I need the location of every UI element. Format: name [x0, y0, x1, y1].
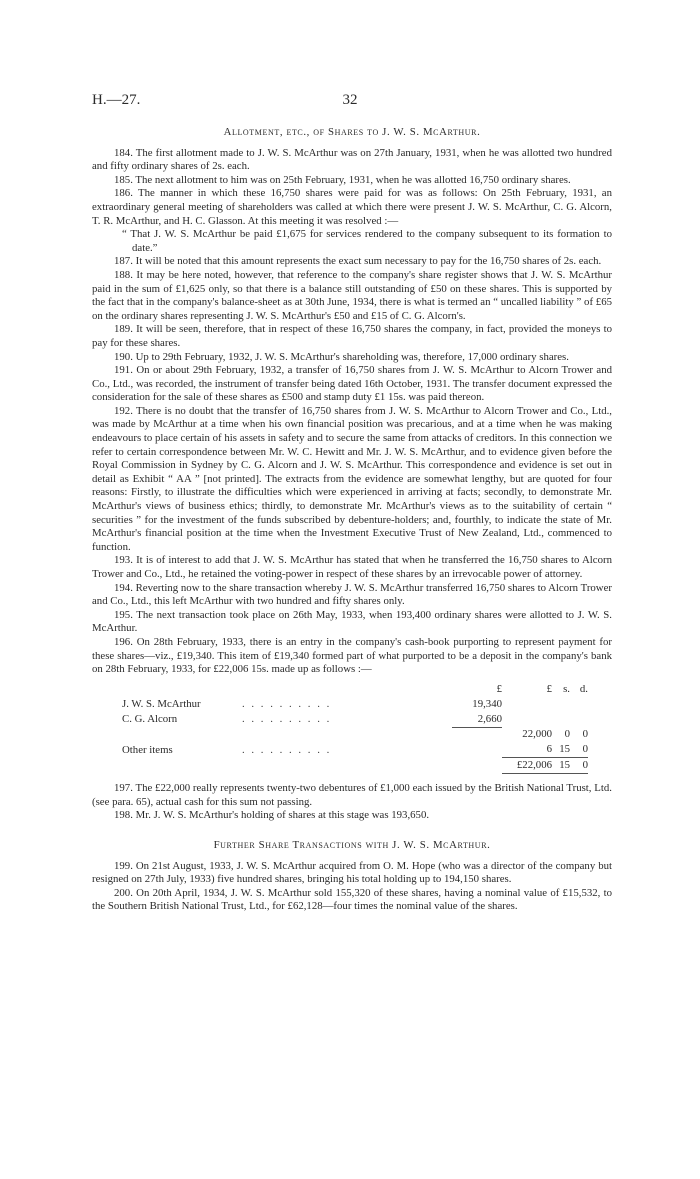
col-pence: d. [579, 682, 588, 695]
paragraph-188: 188. It may be here noted, however, that reference to the company's share register shows that J. W. S. McArthur paid in the sum of £1,625 only, so that there is a balance still outstanding of £50 on these shares. This is supported by the fact that in the company's balance-sheet as at 30th June, 1934, there is what is termed an “ uncalled liability ” of £65 on the ordinary shares representing J. W. S. McArthur's £50 and £15 of C. G. Alcorn's. [92, 268, 612, 322]
paragraph-197: 197. The £22,000 really represents twenty-two debentures of £1,000 each issued by the British National Trust, Ltd. (see para. 65), actual cash for this sum not passing. [92, 782, 612, 808]
series-code: H.—27. [92, 92, 141, 108]
paragraph-187: 187. It will be noted that this amount represents the exact sum necessary to pay for the 16,750 shares of 2s. each. [114, 255, 602, 268]
paragraph-186: 186. The manner in which these 16,750 shares were paid for was as follows: On 25th February, 1931, an extraordinary general meeting of shareholders was called at which there were present J. W. S. McArthur, C. G. Alcorn, T. R. McArthur, and H. C. Glasson. At this meeting it was resolved :— [92, 187, 612, 227]
paragraph-193: 193. It is of interest to add that J. W. S. McArthur has stated that when he transferred the 16,750 shares to Alcorn Trower and Co., Ltd., he retained the voting-power in respect of these shares by an irrevocable power of attorney. [92, 554, 612, 580]
paragraph-184: 184. The first allotment made to J. W. S. McArthur was on 27th January, 1931, when he was allotted two hundred and fifty ordinary shares of 2s. each. [92, 146, 612, 173]
section-heading-allotment: Allotment, etc., of Shares to J. W. S. McArthur. [223, 126, 481, 138]
paragraph-194: 194. Reverting now to the share transaction whereby J. W. S. McArthur transferred 16,750 shares to Alcorn Trower and Co., Ltd., this left McArthur with two hundred and fifty shares only. [92, 581, 612, 608]
table-row-total: £22,006 15 0 [122, 758, 588, 774]
paragraph-195: 195. The next transaction took place on 26th May, 1933, when 193,400 ordinary shares were allotted to J. W. S. McArthur. [92, 608, 612, 635]
table-row: Other items . . . . . . . . . . 6 15 0 [122, 743, 588, 756]
resolution-quote: “ That J. W. S. McArthur be paid £1,675 for services rendered to the company subsequent to its formation to date.” [122, 228, 612, 254]
table-row: J. W. S. McArthur . . . . . . . . . . 19,340 [122, 697, 502, 710]
paragraph-191: 191. On or about 29th February, 1932, a transfer of 16,750 shares from J. W. S. McArthur to Alcorn Trower and Co., Ltd., was recorded, the instrument of transfer being dated 16th October, 1931. The transfer document expressed the consideration for the sale of these shares as £500 and stamp duty £1 15s. was paid thereon. [92, 364, 612, 404]
section-heading-further-transactions: Further Share Transactions with J. W. S. McArthur. [213, 839, 491, 852]
paragraph-192: 192. There is no doubt that the transfer of 16,750 shares from J. W. S. McArthur to Alcorn Trower and Co., Ltd., was made by McArthur at a time when his own financial position was precarious, and at a time when he was making endeavours to place certain of his assets in safety and to secure the same from attacks of creditors. In this connection we refer to certain correspondence between Mr. W. C. Hewitt and Mr. J. W. S. McArthur, and to evidence given before the Royal Commission in Sydney by C. G. Alcorn and J. W. S. McArthur. This correspondence and evidence is set out in detail as Exhibit “ AA ” [not printed]. The extracts from the evidence are somewhat lengthy, but are quoted for four reasons: Firstly, to illustrate the difficulties which were experienced in arriving at facts; secondly, to demonstrate Mr. McArthur's views of business ethics; thirdly, to demonstrate Mr. McArthur's views as to the suitability of certain “ securities ” for the investment of the funds subscribed by debenture-holders; and, fourthly, to indicate the state of Mr. McArthur's financial position at the time when the Investment Executive Trust of New Zealand, Ltd., commenced to function. [92, 404, 612, 553]
col-pounds-1: £ [496, 682, 502, 695]
paragraph-199: 199. On 21st August, 1933, J. W. S. McArthur acquired from O. M. Hope (who was a director of the company but resigned on 27th July, 1933) five hundred shares, bringing his total holding up to 194,150 shares. [92, 859, 612, 886]
page-header [92, 92, 608, 112]
col-pounds-2: £ [546, 682, 552, 695]
col-shillings: s. [563, 682, 570, 695]
page-number: 32 [342, 92, 358, 108]
paragraph-189: 189. It will be seen, therefore, that in respect of these 16,750 shares the company, in fact, provided the moneys to pay for these shares. [92, 323, 612, 349]
deposit-breakdown-table [122, 682, 588, 775]
paragraph-185: 185. The next allotment to him was on 25th February, 1931, when he was allotted 16,750 ordinary shares. [114, 173, 571, 186]
table-row-subtotal: 22,000 0 0 [122, 727, 588, 742]
document-body [92, 120, 612, 914]
table-header-row [122, 682, 588, 697]
paragraph-190: 190. Up to 29th February, 1932, J. W. S. McArthur's shareholding was, therefore, 17,000 ordinary shares. [114, 350, 569, 363]
paragraph-200: 200. On 20th April, 1934, J. W. S. McArthur sold 155,320 of these shares, having a nominal value of £15,532, to the Southern British National Trust, Ltd., for £62,128—four times the nominal value of the shares. [92, 886, 612, 913]
table-row: C. G. Alcorn . . . . . . . . . . 2,660 [122, 712, 502, 726]
paragraph-198: 198. Mr. J. W. S. McArthur's holding of shares at this stage was 193,650. [114, 809, 430, 822]
paragraph-196: 196. On 28th February, 1933, there is an entry in the company's cash-book purporting to represent payment for these shares—viz., £19,340. This item of £19,340 formed part of what purported to be a deposit in the company's bank on 28th February, 1933, for £22,006 15s. made up as follows :— [92, 635, 612, 676]
